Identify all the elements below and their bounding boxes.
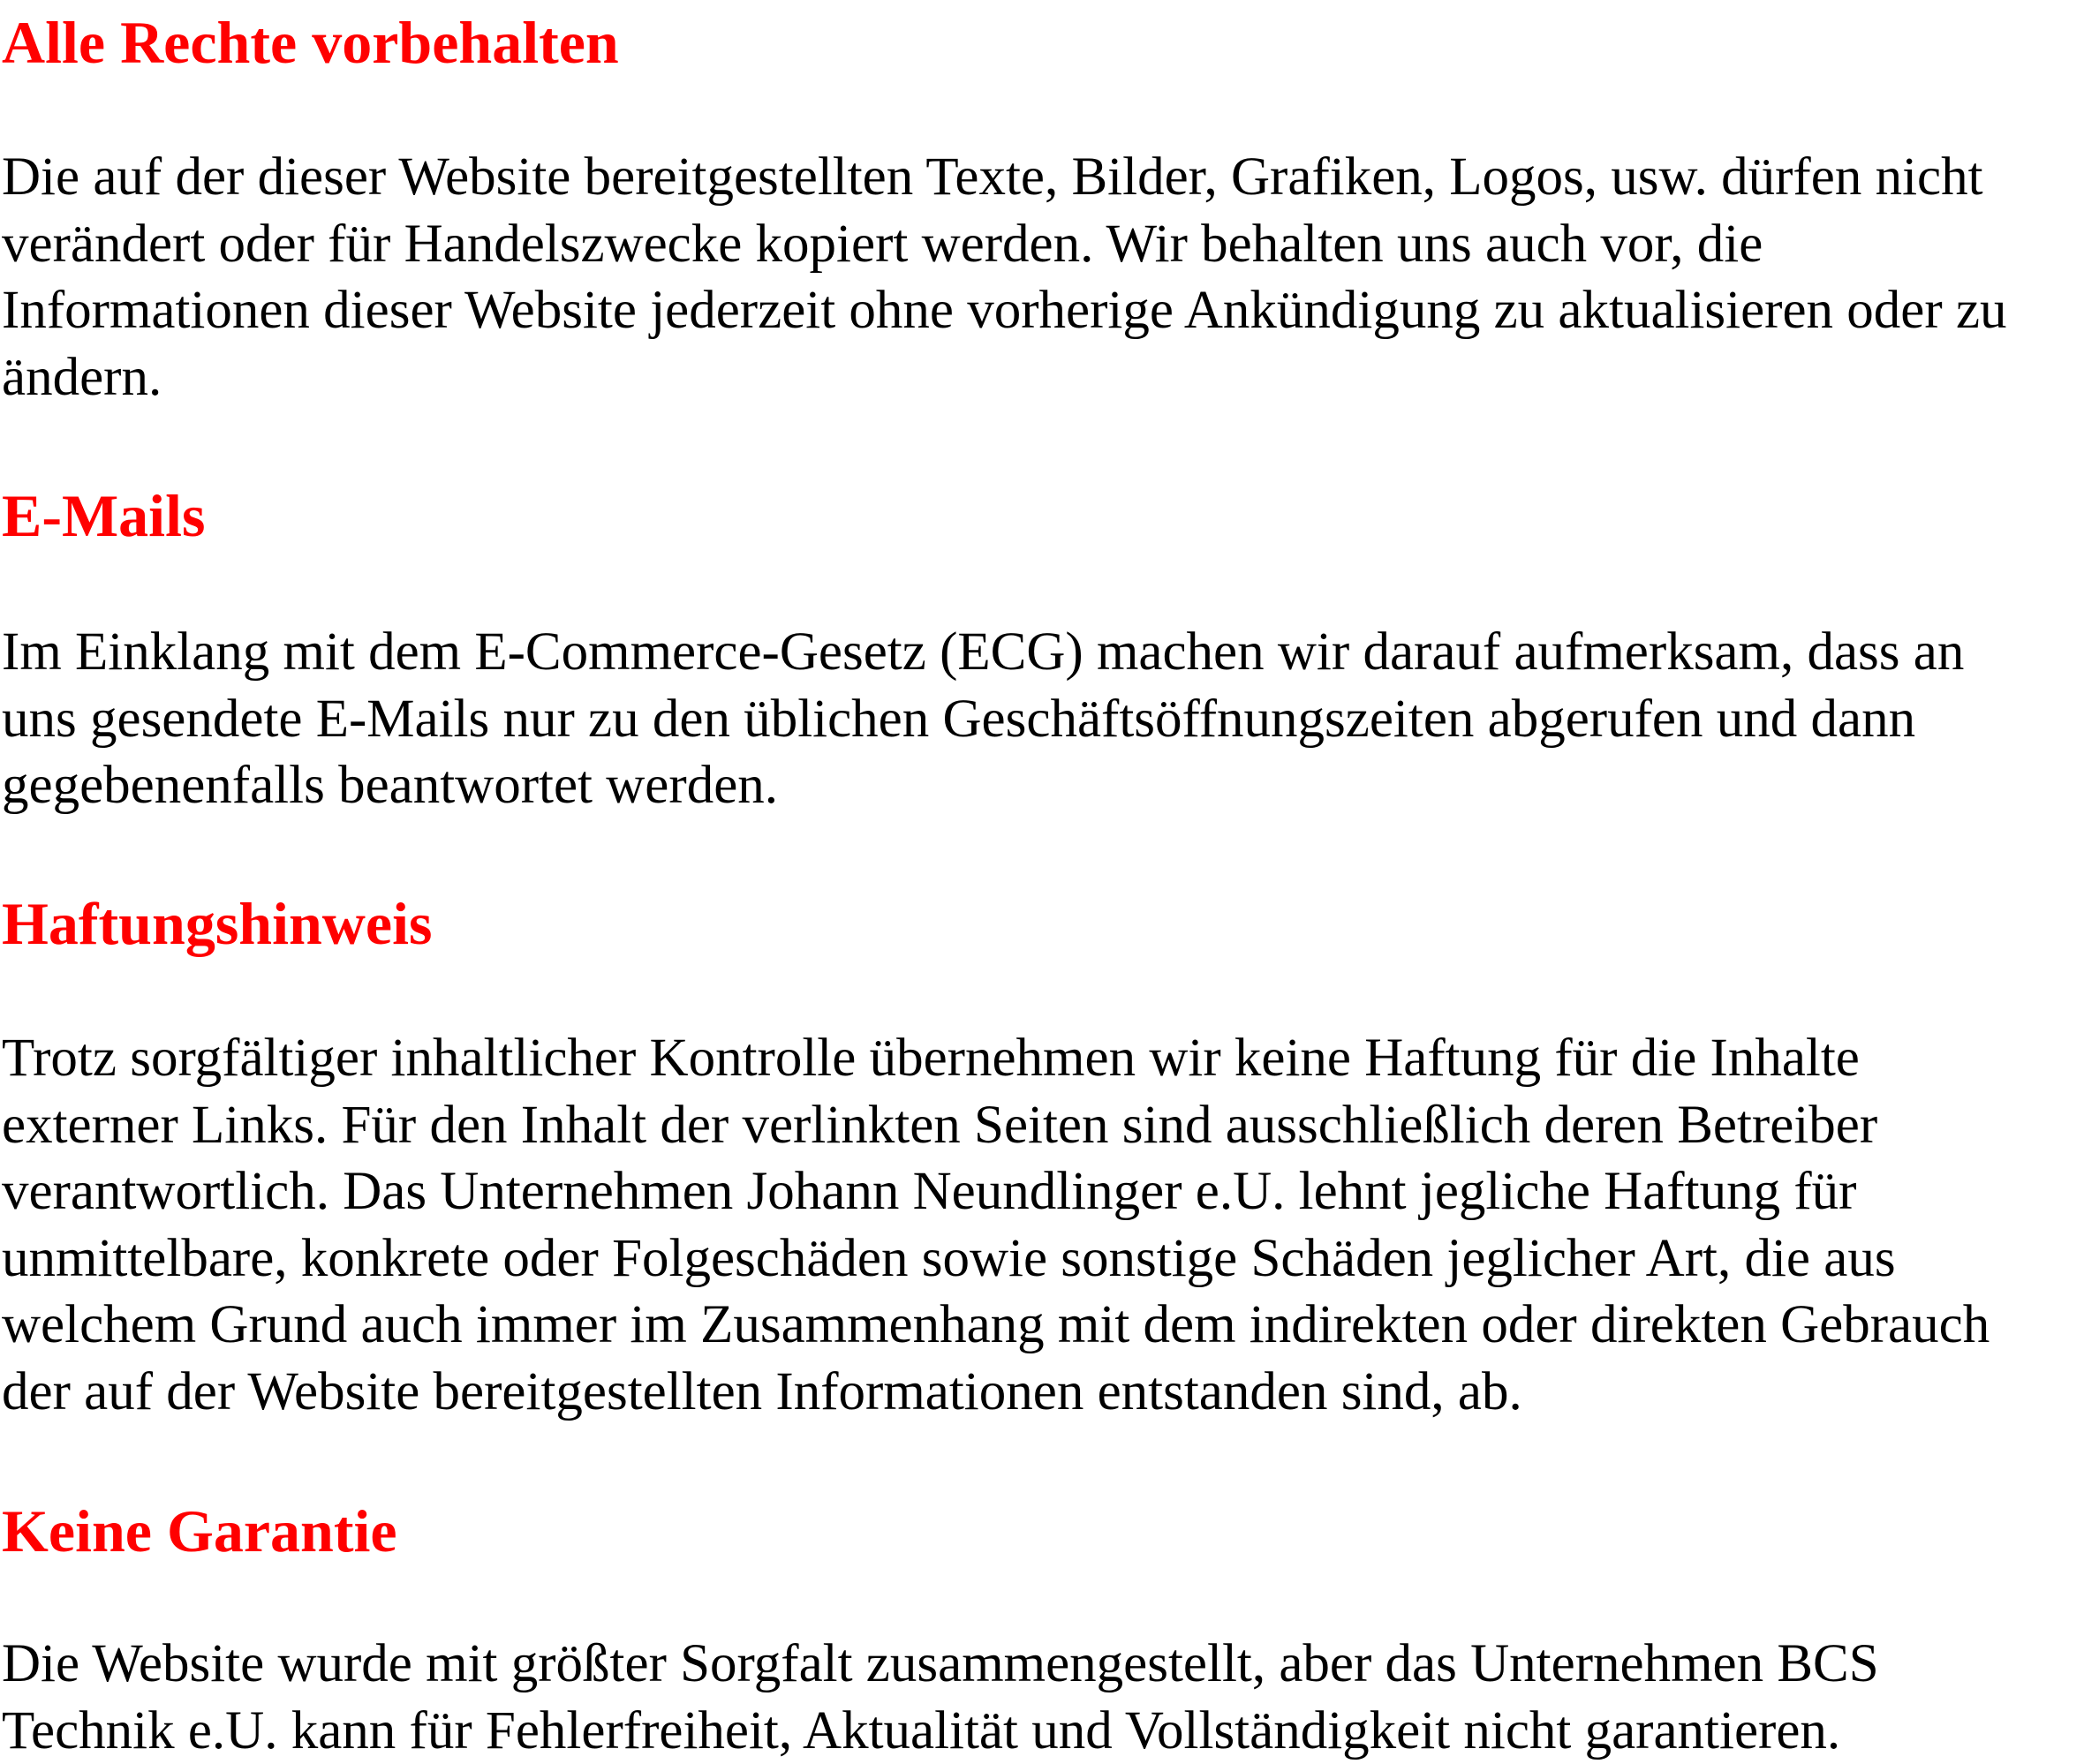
paragraph-line: Die Website wurde mit größter Sorgfalt zusammengestellt, aber das Unternehmen BCS <box>2 1631 1879 1698</box>
paragraph-keine-garantie <box>2 1631 1879 1764</box>
paragraph-line: Informationen dieser Website jederzeit ohne vorherige Ankündigung zu aktualisieren oder zu <box>2 277 2007 344</box>
paragraph-line: ändern. <box>2 344 2007 411</box>
paragraph-line: gegebenenfalls beantwortet werden. <box>2 752 1964 819</box>
paragraph-line: verändert oder für Handelszwecke kopiert werden. Wir behalten uns auch vor, die <box>2 211 2007 278</box>
paragraph-line: Im Einklang mit dem E-Commerce-Gesetz (ECG) machen wir darauf aufmerksam, dass an <box>2 619 1964 686</box>
paragraph-line: Die auf der dieser Website bereitgestellten Texte, Bilder, Grafiken, Logos, usw. dürfen nicht <box>2 144 2007 211</box>
paragraph-e-mails <box>2 619 1964 819</box>
paragraph-line: der auf der Website bereitgestellten Informationen entstanden sind, ab. <box>2 1359 1990 1426</box>
paragraph-line: uns gesendete E-Mails nur zu den üblichen Geschäftsöffnungszeiten abgerufen und dann <box>2 686 1964 753</box>
heading-alle-rechte-vorbehalten: Alle Rechte vorbehalten <box>2 12 619 72</box>
paragraph-line: Technik e.U. kann für Fehlerfreiheit, Aktualität und Vollständigkeit nicht garantieren. <box>2 1698 1879 1764</box>
paragraph-line: externer Links. Für den Inhalt der verlinkten Seiten sind ausschließlich deren Betreiber <box>2 1092 1990 1159</box>
paragraph-haftungshinweis <box>2 1025 1990 1425</box>
paragraph-line: Trotz sorgfältiger inhaltlicher Kontrolle übernehmen wir keine Haftung für die Inhalte <box>2 1025 1990 1092</box>
heading-keine-garantie: Keine Garantie <box>2 1501 397 1561</box>
paragraph-line: unmittelbare, konkrete oder Folgeschäden sowie sonstige Schäden jeglicher Art, die aus <box>2 1225 1990 1293</box>
paragraph-line: verantwortlich. Das Unternehmen Johann Neundlinger e.U. lehnt jegliche Haftung für <box>2 1158 1990 1225</box>
paragraph-line: welchem Grund auch immer im Zusammenhang mit dem indirekten oder direkten Gebrauch <box>2 1292 1990 1359</box>
paragraph-alle-rechte-vorbehalten <box>2 144 2007 411</box>
heading-e-mails: E-Mails <box>2 486 205 546</box>
heading-haftungshinweis: Haftungshinweis <box>2 893 432 954</box>
